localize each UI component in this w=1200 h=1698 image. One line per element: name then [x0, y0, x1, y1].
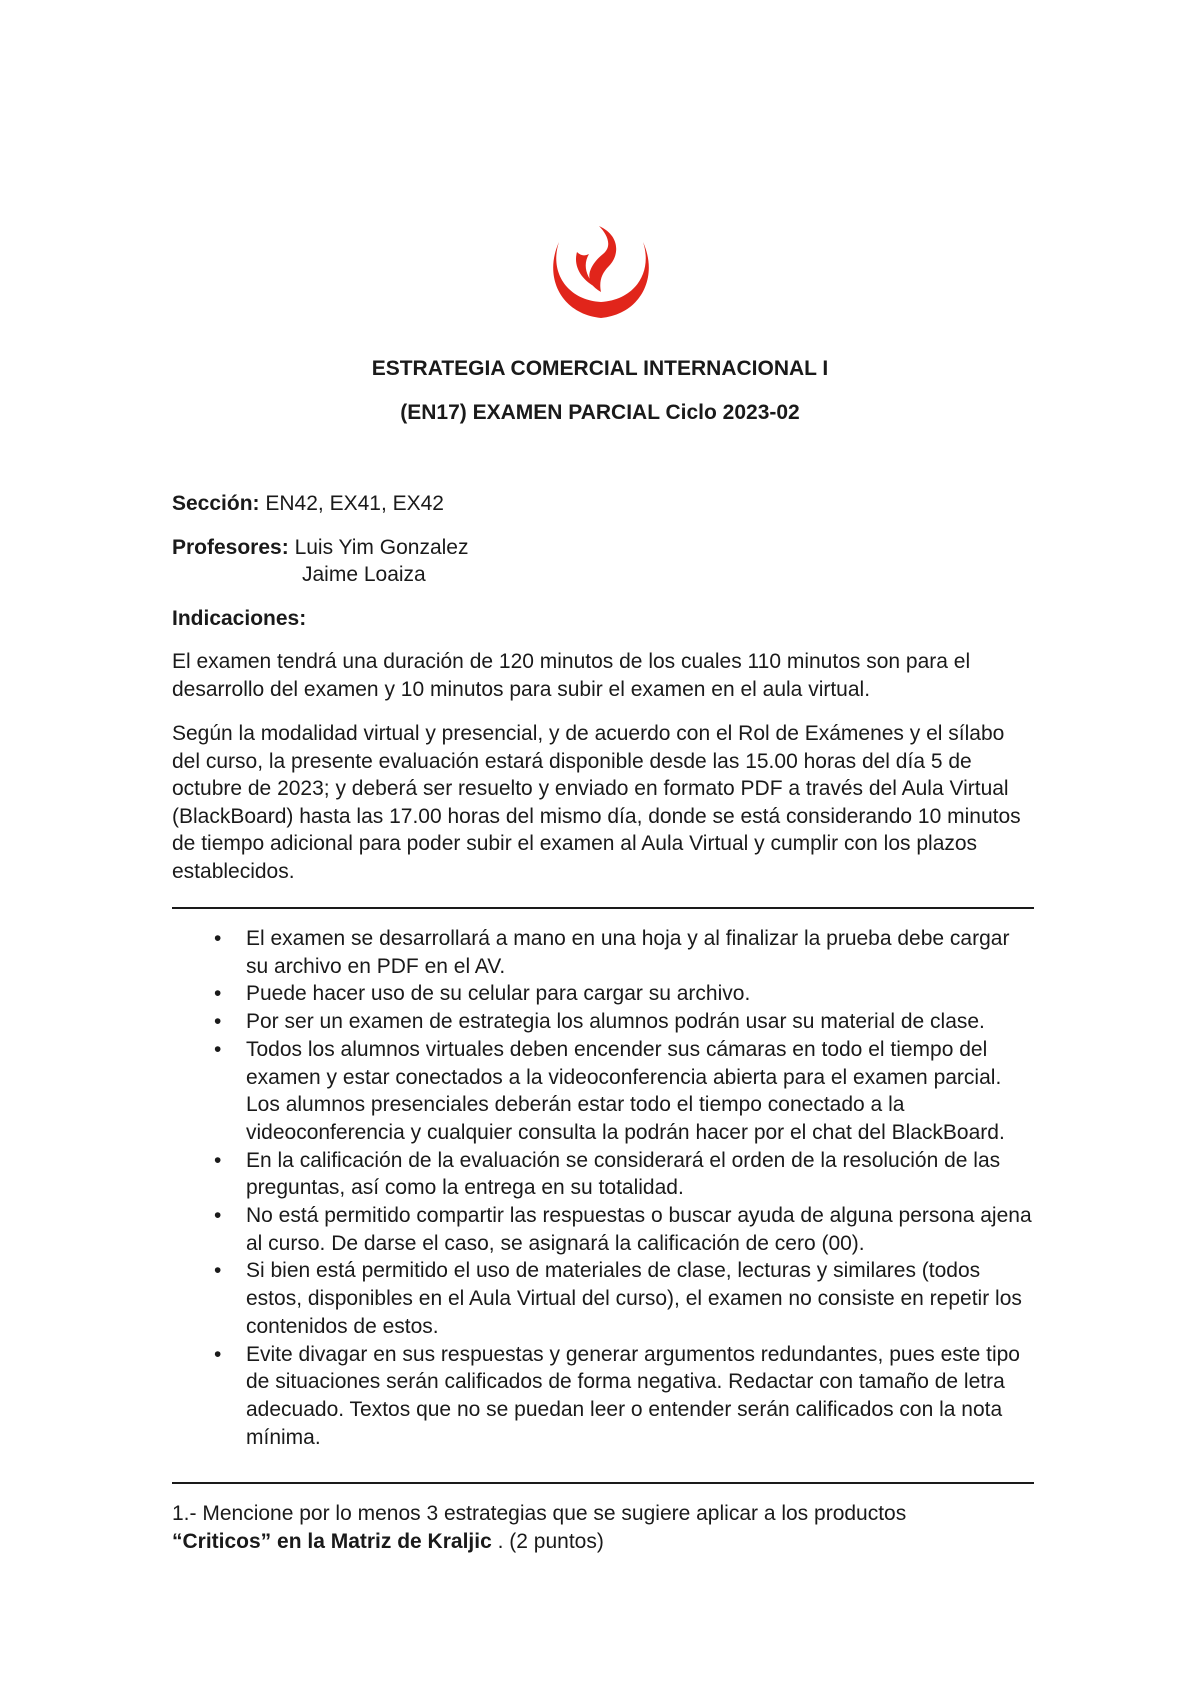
bottom-divider	[172, 1482, 1034, 1484]
list-item: • En la calificación de la evaluación se considerará el orden de la resolución de las preguntas, así como la entrega en su totalidad.	[210, 1147, 1034, 1202]
question-points: . (2 puntos)	[491, 1529, 604, 1553]
list-item: • Todos los alumnos virtuales deben encender sus cámaras en todo el tiempo del examen y estar conectados a la videoconferencia abierta para el examen parcial. Los alumnos presenciales deberán estar todo el tiempo conectado a la videoconferencia y cualquier consulta la podrán hacer por el chat del BlackBoard.	[210, 1036, 1034, 1147]
indications-line	[172, 605, 1032, 633]
list-item: • No está permitido compartir las respuestas o buscar ayuda de alguna persona ajena al curso. De darse el caso, se asignará la calificación de cero (00).	[210, 1202, 1034, 1257]
paragraph-modality: Según la modalidad virtual y presencial, y de acuerdo con el Rol de Exámenes y el sílabo del curso, la presente evaluación estará disponible desde las 15.00 horas del día 5 de octubre de 2023; y deberá ser resuelto y enviado en formato PDF a través del Aula Virtual (BlackBoard) hasta las 17.00 horas del mismo día, donde se está considerando 10 minutos de tiempo adicional para poder subir el examen al Aula Virtual y cumplir con los plazos establecidos.	[172, 722, 1021, 883]
list-item: • Evite divagar en sus respuestas y generar argumentos redundantes, pues este tipo de situaciones serán calificados de forma negativa. Redactar con tamaño de letra adecuado. Textos que no se puedan leer o entender serán calificados con la nota mínima.	[210, 1341, 1034, 1452]
question-1	[172, 1500, 1032, 1555]
question-text: 1.- Mencione por lo menos 3 estrategias que se sugiere aplicar a los productos	[172, 1502, 907, 1525]
professor-2: Jaime Loaiza	[302, 563, 426, 586]
list-item: • El examen se desarrollará a mano en una hoja y al finalizar la prueba debe cargar su archivo en PDF en el AV.	[210, 925, 1034, 980]
professors-line	[172, 534, 1032, 562]
section-label: Sección:	[172, 492, 260, 515]
professor-1: Luis Yim Gonzalez	[294, 536, 469, 559]
list-item: • Puede hacer uso de su celular para cargar su archivo.	[210, 980, 1034, 1008]
section-value: EN42, EX41, EX42	[265, 492, 444, 515]
indications-label: Indicaciones:	[172, 607, 307, 630]
upc-logo	[549, 222, 653, 322]
course-title: ESTRATEGIA COMERCIAL INTERNACIONAL I	[371, 357, 829, 380]
section-line	[172, 490, 1032, 518]
top-divider	[172, 907, 1034, 909]
list-item: • Por ser un examen de estrategia los alumnos podrán usar su material de clase.	[210, 1008, 1034, 1036]
exam-title: (EN17) EXAMEN PARCIAL Ciclo 2023-02	[400, 401, 800, 424]
rules-list	[210, 925, 1034, 1451]
paragraph-duration: El examen tendrá una duración de 120 minutos de los cuales 110 minutos son para el desarrollo del examen y 10 minutos para subir el examen en el aula virtual.	[172, 650, 971, 701]
list-item: • Si bien está permitido el uso de materiales de clase, lecturas y similares (todos estos, disponibles en el Aula Virtual del curso), el examen no consiste en repetir los contenidos de estos.	[210, 1257, 1034, 1340]
professors-label: Profesores:	[172, 536, 289, 559]
question-bold: “Criticos” en la Matriz de Kraljic	[172, 1529, 492, 1553]
